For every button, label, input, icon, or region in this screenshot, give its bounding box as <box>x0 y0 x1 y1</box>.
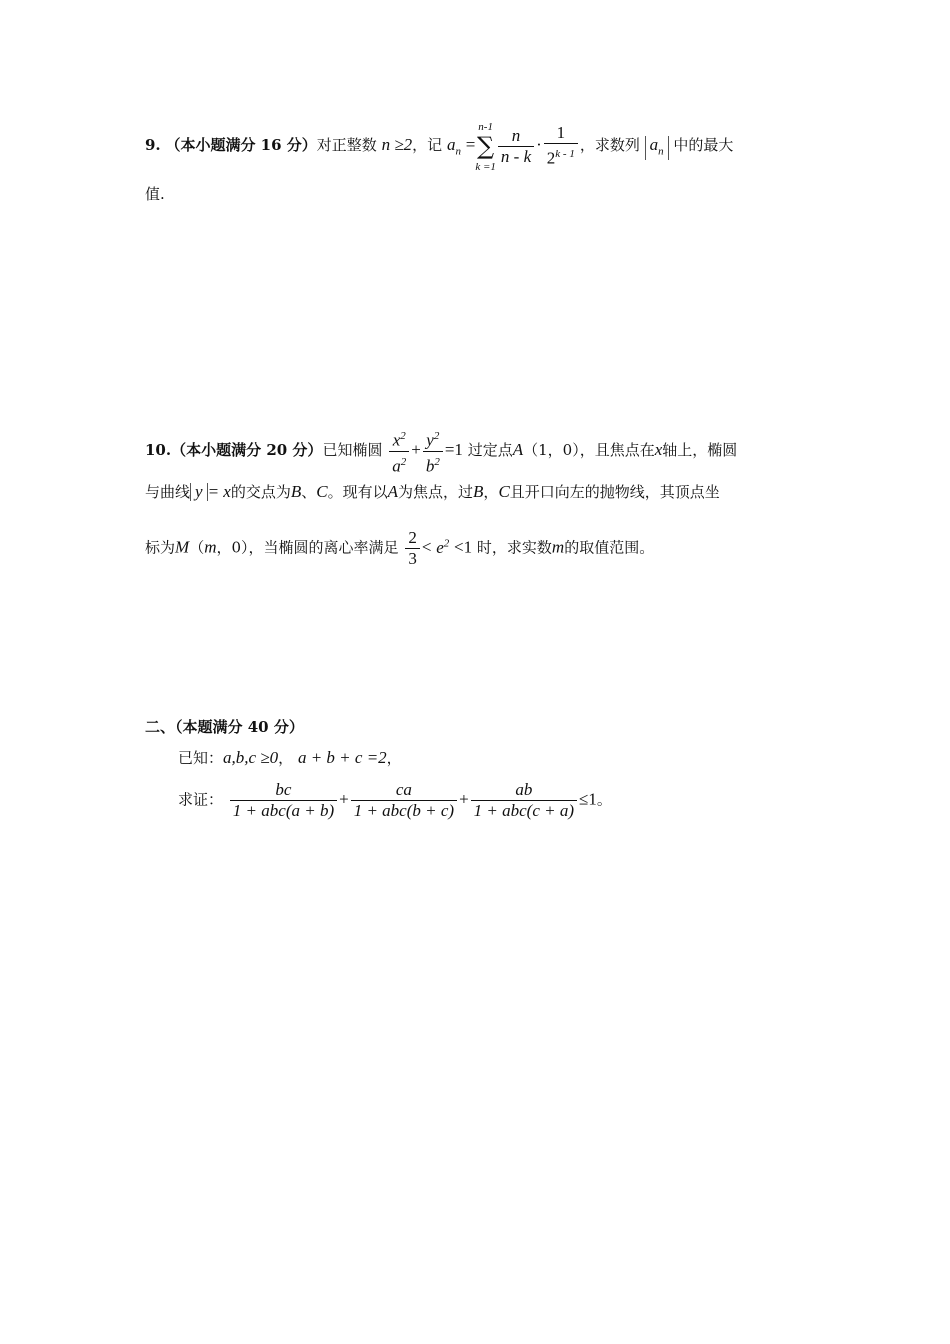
q9-fraction-1: $\frac{n}{n - k}$ <box>498 126 534 167</box>
sec2-prove: 求证： $\frac{bc}{\text{1 + abc(a + b)}}$ + $\frac{ca}{\text{1 + abc(b + c)}}$ + $\frac{ab}{\text{1 + abc(c + a)}}$ ≤1。 <box>178 780 612 820</box>
q9-text: 对正整数 <box>316 136 377 154</box>
q9-text: 值. <box>145 185 165 203</box>
question-10: 10.（本小题满分 20 分）已知椭圆 $\frac{x^2}{a^2}$ + $\frac{y^2}{b^2}$ =1 过定点A（1，0），且焦点在x轴上，椭圆 <box>145 426 737 476</box>
eccentricity-bound: $\frac{2}{3}$ <box>405 528 420 569</box>
q9-number: 9. <box>145 136 161 154</box>
q10-line-2: 与曲线 y = x的交点为B、C。现有以A为焦点，过B，C且开口向左的抛物线，其顶点坐 <box>145 482 720 501</box>
inequality-term-1: $\frac{bc}{\text{1 + abc(a + b)}}$ <box>230 780 337 821</box>
q9-text: ，记 <box>412 136 443 154</box>
q9-an: $a_n$ <box>446 135 461 158</box>
abs-y: y <box>190 483 208 501</box>
summation: n-1 ∑ k =1 <box>475 121 496 173</box>
q9-condition: n ≥2 <box>381 135 413 154</box>
q9-text: ，求数列 <box>579 136 640 154</box>
q9-fraction-2: $\frac{1}{2^{k - 1}}$ <box>544 123 578 169</box>
section-2-heading: 二、（本题满分 40 分） <box>145 718 304 736</box>
ellipse-x-term: $\frac{x^2}{a^2}$ <box>389 426 409 476</box>
ellipse-y-term: $\frac{y^2}{b^2}$ <box>423 426 443 476</box>
q10-line-3: 标为M（m，0），当椭圆的离心率满足 $\frac{2}{3}$ < $e^2 <1$ 时，求实数m的取值范围。 <box>145 528 655 568</box>
question-9: 9. （本小题满分 16 分）对正整数 n ≥2，记 $a_n =n-1$ ∑ k =1 $\frac{n}{n - k}$ · $\frac{1}{2^{k - 1}}$ ，求数列 $a_n$ 中的最大 <box>145 118 733 174</box>
q10-number: 10. <box>145 441 172 460</box>
inequality-term-3: $\frac{ab}{\text{1 + abc(c + a)}}$ <box>471 780 577 821</box>
q9-score: （本小题满分 16 分） <box>165 136 317 154</box>
q10-text: 已知椭圆 <box>322 441 383 460</box>
q10-score: （本小题满分 20 分） <box>171 441 323 460</box>
sec2-known: 已知：a,b,c ≥0， a + b + c =2， <box>178 748 402 767</box>
q9-text: 中的最大 <box>673 136 734 154</box>
q9-sequence: $a_n$ <box>645 136 669 160</box>
inequality-term-2: $\frac{ca}{\text{1 + abc(b + c)}}$ <box>351 780 457 821</box>
q9-line-2 <box>145 184 165 204</box>
